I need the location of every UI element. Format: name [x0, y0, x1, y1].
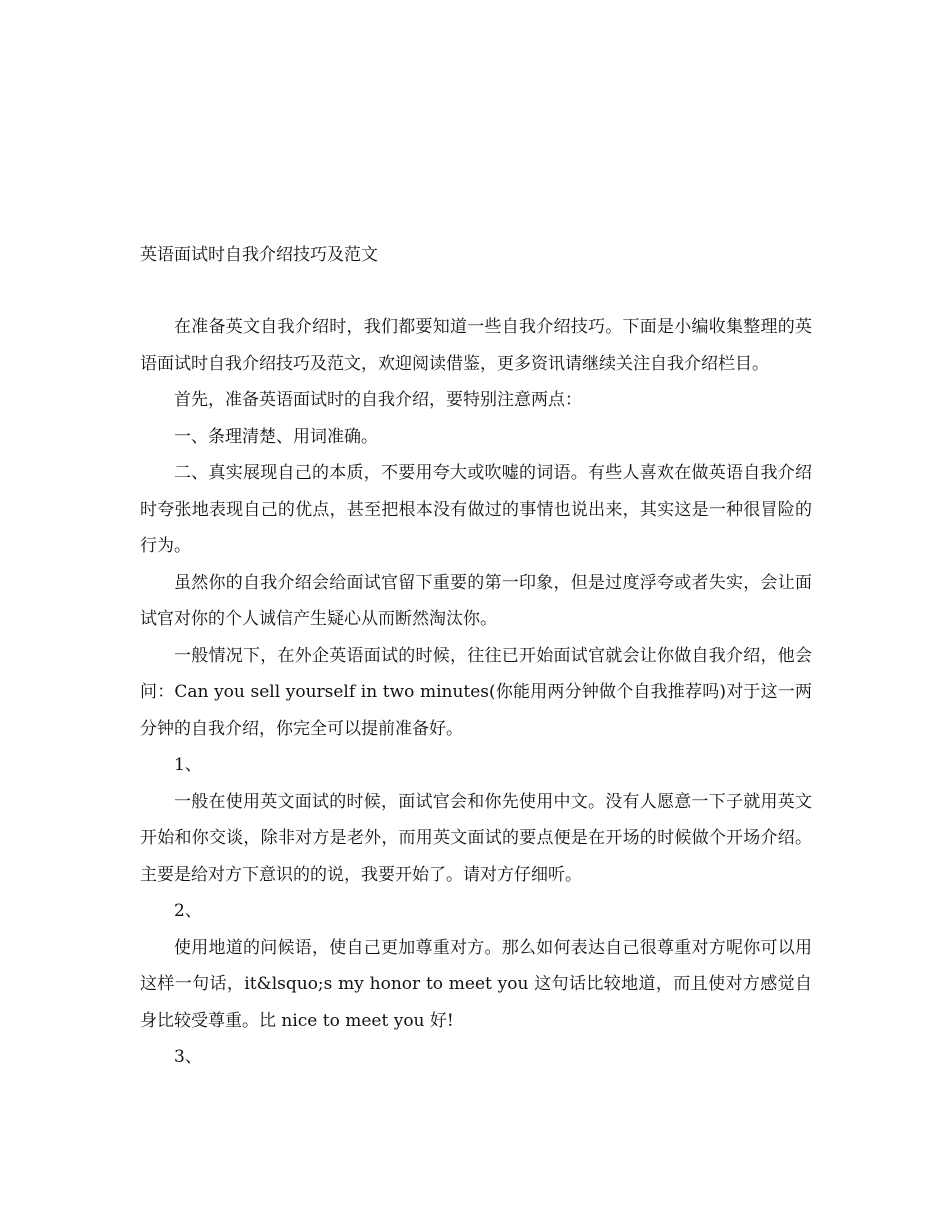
paragraph-greeting: 使用地道的问候语，使自己更加尊重对方。那么如何表达自己很尊重对方呢你可以用这样一句话，it&lsquo;s my honor to meet you 这句话比较地道，而且使对方感觉自身比较受尊重。比 nice to meet you 好!: [140, 937, 812, 1031]
paragraph-first-impression: 虽然你的自我介绍会给面试官留下重要的第一印象，但是过度浮夸或者失实，会让面试官对你的个人诚信产生疑心从而断然淘汰你。: [140, 572, 812, 629]
document-title: 英语面试时自我介绍技巧及范文: [140, 245, 378, 265]
document-body: [140, 309, 812, 1076]
paragraph-point-one: 一、条理清楚、用词准确。: [174, 426, 378, 447]
paragraph-intro: 在准备英文自我介绍时，我们都要知道一些自我介绍技巧。下面是小编收集整理的英语面试时自我介绍技巧及范文，欢迎阅读借鉴，更多资讯请继续关注自我介绍栏目。: [140, 317, 812, 374]
paragraph-number-3: 3、: [174, 1047, 202, 1067]
paragraph-general-situation: 一般情况下，在外企英语面试的时候，往往已开始面试官就会让你做自我介绍，他会问：Can you sell yourself in two minutes(你能用两分钟做个自我推荐吗)对于这一两分钟的自我介绍，你完全可以提前准备好。: [140, 645, 812, 739]
paragraph-two-points: 首先，准备英语面试时的自我介绍，要特别注意两点：: [174, 390, 582, 410]
paragraph-number-1: 1、: [174, 755, 202, 775]
paragraph-opening-intro: 一般在使用英文面试的时候，面试官会和你先使用中文。没有人愿意一下子就用英文开始和你交谈，除非对方是老外，而用英文面试的要点便是在开场的时候做个开场介绍。主要是给对方下意识的的说，我要开始了。请对方仔细听。: [140, 791, 812, 885]
paragraph-number-2: 2、: [174, 901, 202, 921]
paragraph-point-two: 二、真实展现自己的本质，不要用夸大或吹嘘的词语。有些人喜欢在做英语自我介绍时夸张地表现自己的优点，甚至把根本没有做过的事情也说出来，其实这是一种很冒险的行为。: [140, 463, 812, 556]
